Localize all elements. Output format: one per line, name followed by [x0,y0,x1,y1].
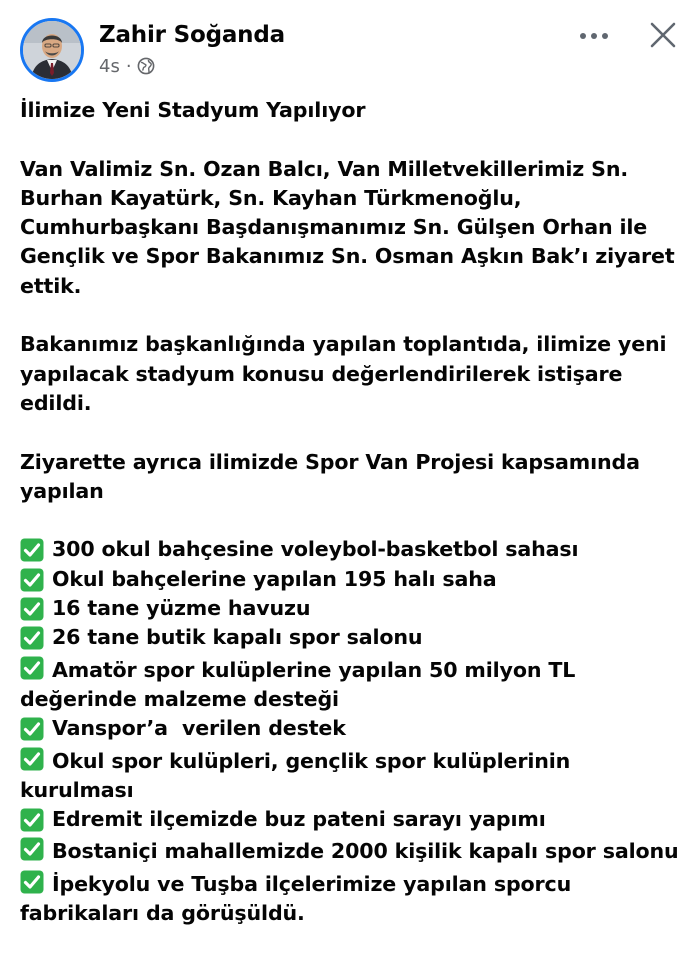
achievement-list [20,535,684,928]
check-mark-icon [20,597,48,621]
list-item [20,714,684,743]
list-item [20,834,684,866]
check-mark-icon [20,538,48,562]
post-time[interactable]: 4s [99,55,120,77]
list-item-text: 26 tane butik kapalı spor salonu [52,625,423,650]
check-mark-icon [20,837,48,861]
check-mark-icon [20,626,48,650]
list-item-text: İpekyolu ve Tuşba ilçelerimize yapılan sporcu fabrikaları da görüşüldü. [20,871,572,926]
list-item-text: 300 okul bahçesine voleybol-basketbol sahası [52,537,579,562]
list-item [20,867,684,929]
meta-separator: · [125,55,132,77]
list-item [20,565,684,594]
check-mark-icon [20,656,48,680]
globe-icon [137,57,155,75]
post-meta [99,55,155,77]
check-mark-icon [20,717,48,741]
list-item-text: Vanspor’a verilen destek [52,716,346,741]
list-item [20,744,684,806]
post-title: İlimize Yeni Stadyum Yapılıyor [20,98,366,122]
post-header [20,18,680,84]
list-item [20,805,684,834]
paragraph-3: Ziyarette ayrıca ilimizde Spor Van Projesi kapsamında yapılan [20,449,640,503]
check-mark-icon [20,747,48,771]
list-item [20,653,684,715]
check-mark-icon [20,808,48,832]
list-item-text: Edremit ilçemizde buz pateni sarayı yapımı [52,807,546,832]
post-body [20,96,684,928]
list-item [20,535,684,564]
author-name[interactable]: Zahir Soğanda [99,22,285,48]
more-options-button[interactable] [576,24,612,48]
list-item-text: 16 tane yüzme havuzu [52,596,311,621]
list-item-text: Okul spor kulüpleri, gençlik spor kulüplerinin kurulması [20,748,571,802]
list-item [20,623,684,652]
list-item [20,594,684,623]
check-mark-icon [20,870,48,894]
check-mark-icon [20,568,48,592]
paragraph-2: Bakanımız başkanlığında yapılan toplantıda, ilimize yeni yapılacak stadyum konusu değerlendirilerek istişare edildi. [20,332,667,415]
avatar[interactable] [20,18,84,82]
more-horizontal-icon [579,32,609,40]
avatar-portrait [23,21,81,79]
list-item-text: Bostaniçi mahallemizde 2000 kişilik kapalı spor salonu [52,839,679,864]
list-item-text: Okul bahçelerine yapılan 195 halı saha [52,566,497,591]
close-icon [650,22,676,48]
paragraph-1: Van Valimiz Sn. Ozan Balcı, Van Milletvekillerimiz Sn. Burhan Kayatürk, Sn. Kayhan Türkmenoğlu, Cumhurbaşkanı Başdanışmanımız Sn. Gülşen Orhan ile Gençlik ve Spor Bakanımız Sn. Osman Aşkın Bak’ı ziyaret ettik. [20,156,675,298]
close-button[interactable] [648,20,678,50]
list-item-text: Amatör spor kulüplerine yapılan 50 milyon TL değerinde malzeme desteği [20,657,576,711]
